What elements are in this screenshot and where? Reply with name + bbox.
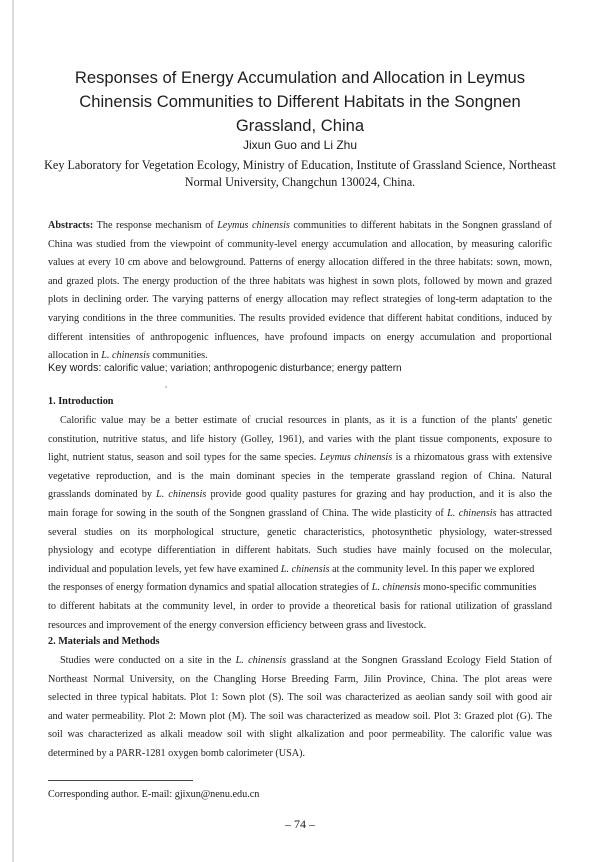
text-line <box>48 726 552 745</box>
text-span: communities to different habitats in the Songnen grassland of <box>289 220 553 231</box>
text-line <box>48 291 552 310</box>
text-span: resources and improvement of the energy conversion efficiency between grass and livestock. <box>48 619 427 631</box>
text-span: at the community level. In this paper we explored <box>329 563 535 575</box>
text-span: grasslands dominated by <box>48 489 157 501</box>
abstract-label: Abstracts: <box>48 220 94 231</box>
species-name: L. chinensis <box>447 507 497 519</box>
section-heading-methods: 2. Materials and Methods <box>48 636 160 647</box>
text-span: several studies on its morphological structure, genetic characteristics, photosynthetic physiology, water-stressed <box>48 526 552 538</box>
text-span: is a rhizomatous grass with extensive <box>392 452 553 464</box>
text-span: allocation in <box>48 350 102 362</box>
text-line <box>48 217 552 236</box>
title-line: Chinensis Communities to Different Habitats in the Songnen <box>79 92 521 111</box>
section-introduction-body <box>48 412 552 635</box>
text-line <box>48 542 552 561</box>
text-span: The response mechanism of <box>93 220 218 231</box>
text-line <box>48 579 552 598</box>
species-name: L. chinensis <box>371 582 421 594</box>
text-line <box>48 254 552 273</box>
text-line <box>48 273 552 292</box>
text-line <box>48 745 552 764</box>
text-line <box>48 310 552 329</box>
text-line <box>48 505 552 524</box>
species-name: L. chinensis <box>156 489 207 501</box>
text-span: physiology and ecotype differentiation in different habitats. Such studies have mainly focused on the molecular, <box>48 545 552 557</box>
text-span: China was studied from the viewpoint of community-level energy accumulation and allocation, by measuring calorific <box>48 238 552 250</box>
text-span: to different habitats at the community level, in order to provide a theoretical basis for rational utilization of grassland <box>48 600 552 612</box>
text-span: Northeast Normal University, on the Changling Horse Breeding Farm, Jilin Province, China. The plot areas were <box>48 673 552 685</box>
text-line <box>48 236 552 255</box>
title-line: Responses of Energy Accumulation and Allocation in Leymus <box>74 68 526 87</box>
scan-speck <box>165 386 167 388</box>
text-span: and grazed plots. The energy production of the three habitats was highest in sown plots, followed by mown and grazed <box>48 275 552 287</box>
species-name: L. chinensis <box>280 563 330 575</box>
text-span: has attracted <box>496 507 552 519</box>
text-span: plots in declining order. The varying patterns of energy allocation may reflect strategies of long-term adaptation to the <box>48 294 552 306</box>
text-line <box>48 652 552 671</box>
text-span: the responses of energy formation dynamics and spatial allocation strategies of <box>48 582 372 594</box>
text-line <box>48 671 552 690</box>
text-span: provide good quality pastures for grazing and hay production, and it is also the <box>206 489 552 501</box>
section-methods-body <box>48 652 552 764</box>
species-name: L. chinensis <box>101 350 150 362</box>
paper-title <box>40 66 560 138</box>
text-line <box>48 486 552 505</box>
text-span: varying conditions in the three communities. The results provided evidence that different habitat conditions, induced by <box>48 312 552 324</box>
text-span: grassland at the Songnen Grassland Ecology Field Station of <box>286 655 552 666</box>
affiliation-line: Normal University, Changchun 130024, China. <box>184 175 416 189</box>
authors: Jixun Guo and Li Zhu <box>242 138 358 152</box>
text-line <box>48 449 552 468</box>
title-line: Grassland, China <box>235 116 365 135</box>
page-number: – 74 – <box>285 817 315 831</box>
text-line <box>48 689 552 708</box>
section-heading-introduction: 1. Introduction <box>48 396 114 407</box>
text-span: selected in three typical habitats. Plot 1: Sown plot (S). The soil was characterized as aeolian sandy soil with good air <box>48 692 552 704</box>
species-name: Leymus chinensis <box>217 220 290 231</box>
text-span: Calorific value may be a better estimate of crucial resources in plants, as it is a function of the plants' genetic <box>60 415 552 426</box>
affiliation-line: Key Laboratory for Vegetation Ecology, Ministry of Education, Institute of Grassland Science, Northeast <box>44 158 556 172</box>
abstract <box>48 217 552 366</box>
affiliation <box>0 157 600 191</box>
text-line <box>48 468 552 487</box>
footnote: Corresponding author. E-mail: gjixun@nenu.edu.cn <box>48 789 260 800</box>
text-line <box>48 598 552 617</box>
text-span: individual and population levels, yet few have examined <box>48 563 281 575</box>
species-name: Leymus chinensis <box>319 452 393 464</box>
text-span: Studies were conducted on a site in the <box>60 655 236 666</box>
text-span: vegetative reproduction, and is the main dominant species in the temperate grassland region of China. Natural <box>48 470 552 482</box>
text-span: determined by a PARR-1281 oxygen bomb calorimeter (USA). <box>48 747 306 759</box>
text-span: values at every 10 cm above and belowground. Patterns of energy allocation differed in the three habitats: sown, mown, <box>48 257 552 269</box>
footnote-rule <box>48 780 193 781</box>
text-span: soil was characterized as alkali meadow soil with slight alkalization and poor permeability. The calorific value was <box>48 729 552 741</box>
text-span: different intensities of anthropogenic influences, have profound impacts on energy accumulation and proportional <box>48 331 552 343</box>
species-name: L. chinensis <box>235 655 287 666</box>
text-line <box>48 617 552 636</box>
page-edge <box>12 0 14 862</box>
text-line <box>48 431 552 450</box>
text-line <box>48 412 552 431</box>
keywords <box>48 361 402 376</box>
text-span: communities. <box>149 350 208 362</box>
text-line <box>48 561 552 580</box>
text-span: mono-specific communities <box>420 582 537 594</box>
text-span: and water permeability. Plot 2: Mown plot (M). The soil was characterized as meadow soil. Plot 3: Grazed plot (G). The <box>48 710 552 722</box>
text-line <box>48 524 552 543</box>
text-line <box>48 708 552 727</box>
text-span: light, nutrient status, season and soil types for the same species. <box>48 452 320 464</box>
keywords-text: calorific value; variation; anthropogenic disturbance; energy pattern <box>101 363 402 374</box>
text-line <box>48 329 552 348</box>
text-span: constitution, nutritive status, and life history (Golley, 1961), and varies with the plant tissue components, exposure to <box>48 433 552 445</box>
keywords-label: Key words: <box>48 362 102 374</box>
text-span: main forage for sowing in the south of the Songnen grassland of China. The wide plasticity of <box>48 507 448 519</box>
